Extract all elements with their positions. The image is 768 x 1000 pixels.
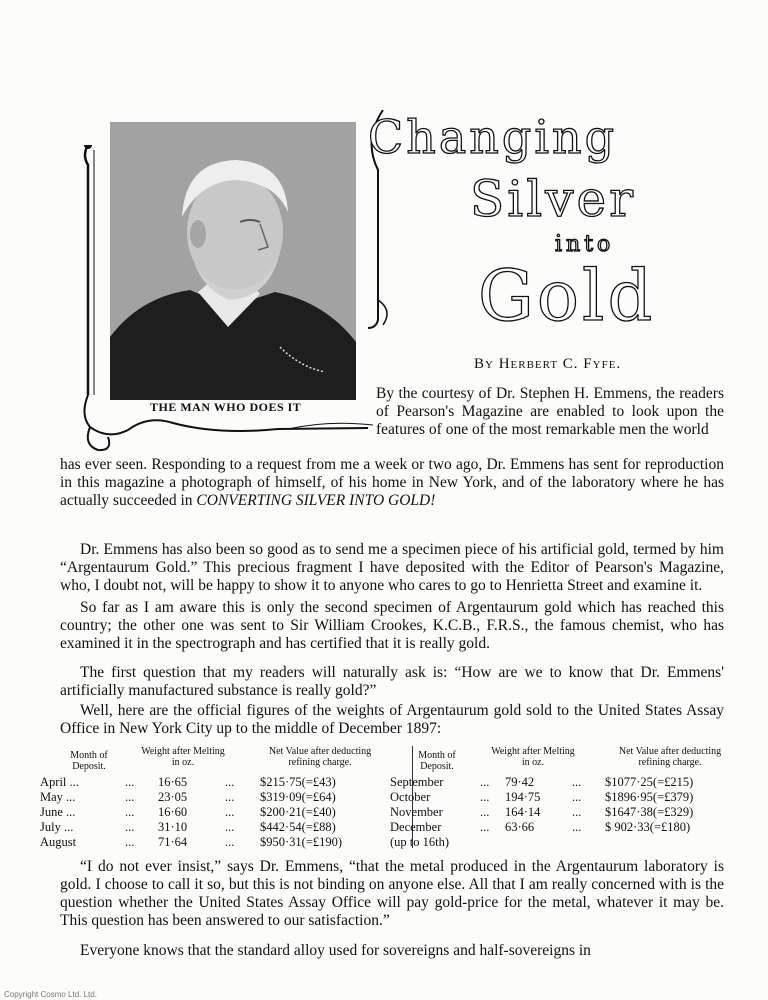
table-cell-dots1: ... xyxy=(480,775,490,789)
assay-table xyxy=(40,746,730,852)
table-cell-weight: 23·05 xyxy=(158,790,188,804)
table-cell-weight: 79·42 xyxy=(505,775,535,789)
table-cell-weight: 194·75 xyxy=(505,790,541,804)
table-cell-dots2: ... xyxy=(572,775,582,789)
header-month-left: Month of Deposit. xyxy=(70,750,108,772)
emphasis-text: CONVERTING SILVER INTO GOLD! xyxy=(196,492,436,509)
paragraph-1-intro xyxy=(376,385,724,439)
photo-caption: THE MAN WHO DOES IT xyxy=(150,400,302,414)
paragraph-text: Dr. Emmens has also been so good as to send me a specimen piece of his artificial gold, termed by him “Argentaurum Gold.” This precious fragment I have deposited with the Editor of Pearson's Magazine, who, I doubt not, will be happy to show it to anyone who cares to go to Henrietta Street and examine it. xyxy=(60,541,724,594)
table-cell-dots2: ... xyxy=(572,790,582,804)
table-cell-dots2: ... xyxy=(225,805,235,819)
table-cell-weight: 164·14 xyxy=(505,805,541,819)
table-cell-weight: 16·65 xyxy=(158,775,188,789)
header-weight-right: Weight after Melting in oz. xyxy=(491,746,575,768)
table-cell-month: April ... xyxy=(40,775,79,789)
table-cell-dots1: ... xyxy=(480,820,490,834)
table-cell-dots1: ... xyxy=(125,805,135,819)
paragraph-text: By the courtesy of Dr. Stephen H. Emmens, the readers of Pearson's Magazine are enabled to look upon the features of one of the most remarkable men the world xyxy=(376,385,724,438)
title-line-2: Silver xyxy=(470,170,636,228)
table-cell-value: $1647·38(=£329) xyxy=(605,805,694,819)
table-cell-value: $319·09(=£64) xyxy=(260,790,336,804)
table-cell-month: June ... xyxy=(40,805,76,819)
table-cell-month: December xyxy=(390,820,442,834)
table-cell-month: May ... xyxy=(40,790,76,804)
table-cell-value: $200·21(=£40) xyxy=(260,805,336,819)
table-cell-month: November xyxy=(390,805,443,819)
paragraph-5 xyxy=(60,702,724,738)
paragraph-6 xyxy=(60,858,724,930)
table-cell-dots1: ... xyxy=(480,790,490,804)
table-cell-weight: 31·10 xyxy=(158,820,188,834)
table-cell-month: September xyxy=(390,775,444,789)
paragraph-2 xyxy=(60,541,724,595)
paragraph-text: So far as I am aware this is only the second specimen of Argentaurum gold which has reached this country; the other one was sent to Sir William Crookes, K.C.B., F.R.S., the famous chemist, who has examined it in the spectrograph and has certified that it is really gold. xyxy=(60,599,724,652)
table-cell-month: July ... xyxy=(40,820,74,834)
header-value-left: Net Value after deducting refining charge. xyxy=(268,746,372,768)
table-cell-dots1: ... xyxy=(125,775,135,789)
title-line-1: Changing xyxy=(368,110,618,164)
paragraph-1-continued xyxy=(60,456,724,510)
paragraph-4 xyxy=(60,664,724,700)
table-cell-weight: 71·64 xyxy=(158,835,188,849)
title-line-3: into xyxy=(555,232,615,257)
table-cell-dots2: ... xyxy=(225,775,235,789)
table-cell-weight: 16·60 xyxy=(158,805,188,819)
table-cell-value: $215·75(=£43) xyxy=(260,775,336,789)
table-cell-value: $ 902·33(=£180) xyxy=(605,820,691,834)
table-cell-month: October xyxy=(390,790,431,804)
table-cell-dots2: ... xyxy=(225,790,235,804)
table-cell-value: $1077·25(=£215) xyxy=(605,775,694,789)
copyright-notice: Copyright Cosmo Ltd. Ltd. xyxy=(4,990,97,999)
paragraph-text: “I do not ever insist,” says Dr. Emmens, “that the metal produced in the Argentaurum laboratory is gold. I choose to call it so, but this is not binding on anyone else. All that I am really concerned with is the question whether the United States Assay Office will pay gold-price for the metal, whatever it may be. This question has been answered to our satisfaction.” xyxy=(60,858,724,929)
paragraph-text: Everyone knows that the standard alloy used for sovereigns and half-sovereigns in xyxy=(80,942,591,959)
table-cell-value: $950·31(=£190) xyxy=(260,835,343,849)
table-cell-month: (up to 16th) xyxy=(390,835,450,849)
table-cell-dots2: ... xyxy=(572,820,582,834)
header-month-right: Month of Deposit. xyxy=(418,750,456,772)
table-cell-value: $442·54(=£88) xyxy=(260,820,336,834)
header-weight-left: Weight after Melting in oz. xyxy=(141,746,225,768)
paragraph-text: The first question that my readers will naturally ask is: “How are we to know that Dr. Emmens' artificially manufactured substance is really gold?” xyxy=(60,664,724,699)
table-cell-dots1: ... xyxy=(125,835,135,849)
paragraph-text: has ever seen. Responding to a request from me a week or two ago, Dr. Emmens has sent for reproduction in this magazine a photograph of himself, of his home in New York, and of the laboratory where he has actually succeeded in xyxy=(60,456,724,509)
byline: By Herbert C. Fyfe. xyxy=(474,356,622,372)
table-cell-value: $1896·95(=£379) xyxy=(605,790,694,804)
table-cell-dots1: ... xyxy=(125,820,135,834)
title-line-4: Gold xyxy=(478,255,656,337)
paragraph-text: Well, here are the official figures of the weights of Argentaurum gold sold to the United States Assay Office in New York City up to the middle of December 1897: xyxy=(60,702,724,737)
paragraph-3 xyxy=(60,599,724,653)
paragraph-7 xyxy=(60,942,724,960)
table-cell-month: August xyxy=(40,835,77,849)
table-cell-dots2: ... xyxy=(225,820,235,834)
table-cell-dots2: ... xyxy=(572,805,582,819)
table-cell-dots2: ... xyxy=(225,835,235,849)
table-cell-weight: 63·66 xyxy=(505,820,535,834)
ornamental-border xyxy=(78,145,378,465)
header-value-right: Net Value after deducting refining charge. xyxy=(618,746,722,768)
table-cell-dots1: ... xyxy=(480,805,490,819)
table-cell-dots1: ... xyxy=(125,790,135,804)
